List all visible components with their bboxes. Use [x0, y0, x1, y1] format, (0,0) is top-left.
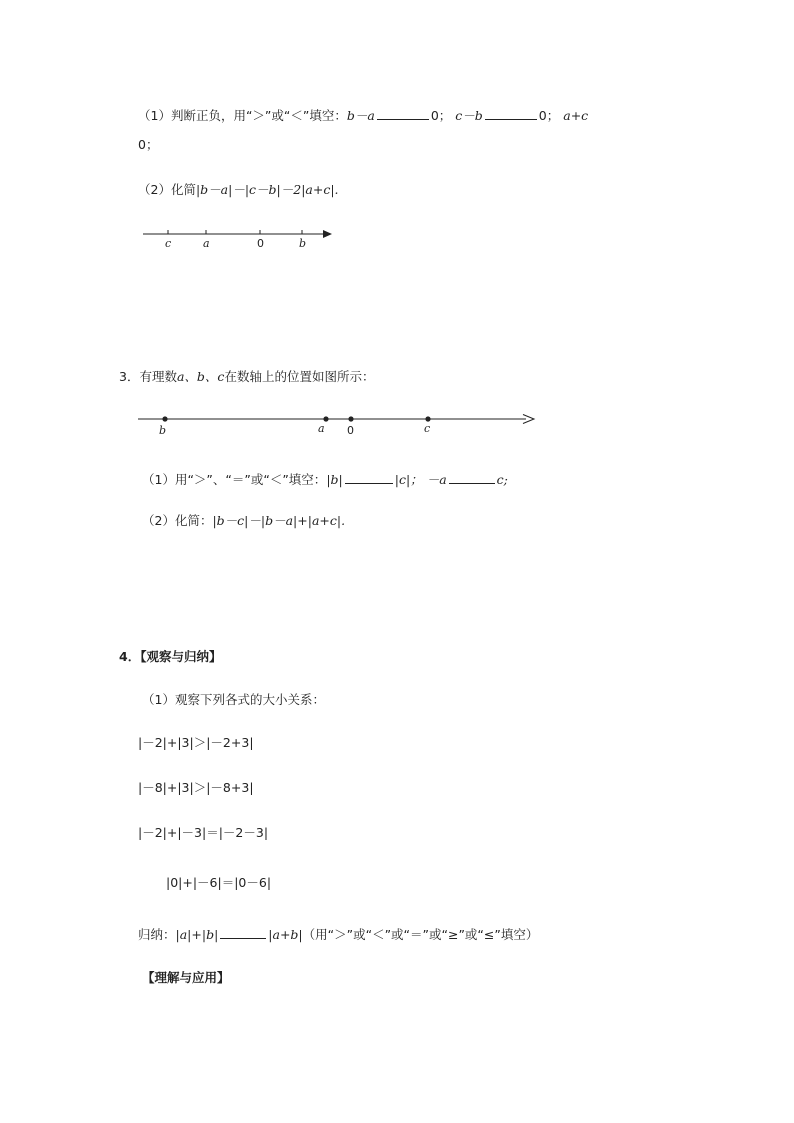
q2-part1-label: （1）判断正负，用“＞”或“＜”填空： — [138, 108, 347, 123]
point-c — [425, 416, 430, 421]
q4-title — [119, 649, 221, 665]
q3-title-rest: 在数轴上的位置如图所示： — [224, 369, 375, 384]
answer-blank-4[interactable] — [449, 470, 495, 484]
label-a: a — [318, 422, 325, 435]
q3-part2-expression: |b－c|－|b－a|+|a+c|. — [212, 513, 346, 528]
q3-title-text: 有理数 — [139, 369, 177, 384]
point-a — [323, 416, 328, 421]
q3-part2 — [142, 513, 345, 529]
answer-blank-3[interactable] — [345, 470, 393, 484]
q4-row-2: |－8|+|3|＞|－8+3| — [138, 780, 254, 795]
point-zero — [348, 416, 353, 421]
label-b: b — [159, 424, 167, 437]
q4-part1-label: （1）观察下列各式的大小关系： — [142, 692, 325, 707]
label-b: b — [299, 237, 307, 250]
q3-part2-label: （2）化简： — [142, 513, 213, 528]
q4-row-3: |－2|+|－3|＝|－2－3| — [138, 825, 269, 840]
q3-title-vars: a、b、c — [176, 369, 225, 384]
q4-induce-label: 归纳： — [138, 927, 176, 942]
q4-row-4: |0|+|－6|＝|0－6| — [166, 875, 272, 890]
number-line-2 — [138, 415, 534, 438]
q3-number: 3． — [119, 369, 140, 384]
q4-induce-rhs: |a+b| — [268, 927, 303, 942]
q2-zero-2: 0； — [538, 108, 560, 123]
number-line-1-arrow-icon — [323, 230, 332, 238]
answer-blank-5[interactable] — [220, 925, 266, 939]
q4-row-1: |－2|+|3|＞|－2+3| — [138, 735, 254, 750]
q4-number: 4． — [119, 649, 141, 664]
q4-induce-note: （用“＞”或“＜”或“＝”或“≥”或“≤”填空） — [302, 927, 539, 942]
q4-induce-lhs: |a|+|b| — [175, 927, 219, 942]
point-b — [162, 416, 167, 421]
q2-expr-c-minus-b: c－b — [455, 108, 483, 123]
label-c: c — [424, 422, 431, 435]
q4-induce — [138, 925, 538, 943]
q3-part1-label: （1）用“＞”、“＝”或“＜”填空： — [142, 472, 327, 487]
q2-part1-continuation: 0； — [138, 137, 159, 152]
q3-abs-b: |b| — [326, 472, 343, 487]
q2-expr-a-plus-c: a+c — [563, 108, 589, 123]
label-zero: 0 — [257, 237, 264, 250]
label-a: a — [203, 237, 210, 250]
q2-zero-1: 0； — [430, 108, 452, 123]
label-c: c — [165, 237, 172, 250]
q3-abs-c: |c|； — [394, 472, 423, 487]
q2-part2-label: （2）化简 — [138, 182, 196, 197]
q3-title — [119, 369, 374, 385]
q2-expr-b-minus-a: b－a — [346, 108, 375, 123]
label-zero: 0 — [347, 424, 354, 437]
q3-c: c; — [496, 472, 508, 487]
q2-part2-expression: |b－a|－|c－b|－2|a+c|. — [195, 182, 339, 197]
number-line-1 — [143, 230, 332, 250]
q4-section-title: 【理解与应用】 — [142, 970, 230, 985]
q3-part1 — [142, 470, 508, 488]
q3-neg-a: －a — [426, 472, 447, 487]
q4-title-text: 【观察与归纳】 — [140, 649, 222, 664]
